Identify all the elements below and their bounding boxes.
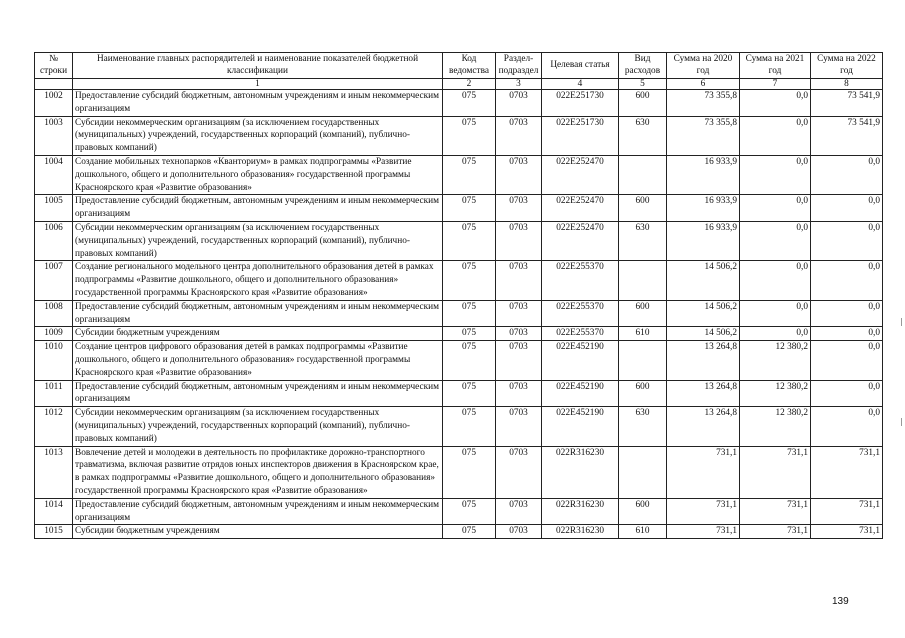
row-ved: 075 (443, 300, 496, 327)
table-row (35, 407, 883, 446)
row-sum-2022: 0,0 (811, 407, 883, 446)
row-name: Субсидии некоммерческим организациям (за исключением государственных (муниципальных) учреждений, государственных корпораций (компаний), публично-правовых компаний) (73, 407, 443, 446)
row-expense-type: 630 (619, 116, 667, 155)
table-row (35, 300, 883, 327)
row-sum-2022: 731,1 (811, 498, 883, 525)
row-razdel: 0703 (496, 300, 542, 327)
row-name: Субсидии бюджетным учреждениям (73, 525, 443, 539)
row-ved: 075 (443, 407, 496, 446)
row-sum-2022: 0,0 (811, 341, 883, 380)
row-sum-2022: 73 541,9 (811, 116, 883, 155)
header-row (35, 53, 883, 79)
column-number: 2 (443, 79, 496, 90)
row-sum-2020: 13 264,8 (667, 341, 740, 380)
row-ved: 075 (443, 341, 496, 380)
row-target-article: 022E252470 (542, 221, 619, 260)
row-ved: 075 (443, 155, 496, 194)
row-target-article: 022E252470 (542, 195, 619, 222)
row-name: Предоставление субсидий бюджетным, автономным учреждениям и иным некоммерческим организациям (73, 90, 443, 117)
table-row (35, 116, 883, 155)
row-sum-2021: 0,0 (740, 300, 811, 327)
row-number: 1010 (35, 341, 73, 380)
budget-table (34, 52, 883, 539)
row-expense-type: 600 (619, 300, 667, 327)
table-row (35, 341, 883, 380)
row-sum-2021: 731,1 (740, 446, 811, 498)
row-razdel: 0703 (496, 407, 542, 446)
row-target-article: 022E452190 (542, 380, 619, 407)
row-target-article: 022E255370 (542, 261, 619, 300)
row-target-article: 022E251730 (542, 90, 619, 117)
row-ved: 075 (443, 498, 496, 525)
row-name: Создание регионального модельного центра дополнительного образования детей в рамках подпрограммы «Развитие дошкольного, общего и дополнительного образования» государственной программы Красноярского края «Развитие образования» (73, 261, 443, 300)
row-sum-2020: 16 933,9 (667, 221, 740, 260)
row-ved: 075 (443, 90, 496, 117)
row-name: Субсидии некоммерческим организациям (за исключением государственных (муниципальных) учреждений, государственных корпораций (компаний), публично-правовых компаний) (73, 116, 443, 155)
row-sum-2022: 0,0 (811, 221, 883, 260)
row-sum-2022: 0,0 (811, 261, 883, 300)
row-name: Субсидии бюджетным учреждениям (73, 327, 443, 341)
row-sum-2022: 0,0 (811, 195, 883, 222)
row-sum-2020: 731,1 (667, 498, 740, 525)
row-target-article: 022E251730 (542, 116, 619, 155)
row-ved: 075 (443, 525, 496, 539)
row-ved: 075 (443, 446, 496, 498)
table-row (35, 498, 883, 525)
row-target-article: 022E255370 (542, 327, 619, 341)
row-ved: 075 (443, 116, 496, 155)
row-number: 1011 (35, 380, 73, 407)
row-sum-2022: 731,1 (811, 446, 883, 498)
header-expense-type: Вид расходов (619, 53, 667, 79)
row-expense-type: 630 (619, 221, 667, 260)
row-target-article: 022E255370 (542, 300, 619, 327)
row-razdel: 0703 (496, 446, 542, 498)
row-target-article: 022R316230 (542, 525, 619, 539)
row-sum-2022: 0,0 (811, 327, 883, 341)
row-number: 1012 (35, 407, 73, 446)
row-sum-2020: 73 355,8 (667, 116, 740, 155)
row-razdel: 0703 (496, 341, 542, 380)
page-number: 139 (832, 596, 849, 607)
header-sum-2020: Сумма на 2020 год (667, 53, 740, 79)
row-sum-2021: 12 380,2 (740, 380, 811, 407)
table-row (35, 221, 883, 260)
row-number: 1007 (35, 261, 73, 300)
row-razdel: 0703 (496, 195, 542, 222)
row-sum-2021: 0,0 (740, 155, 811, 194)
row-target-article: 022E452190 (542, 407, 619, 446)
row-ved: 075 (443, 195, 496, 222)
table-row (35, 195, 883, 222)
row-number: 1006 (35, 221, 73, 260)
row-sum-2022: 0,0 (811, 300, 883, 327)
row-ved: 075 (443, 327, 496, 341)
row-number: 1014 (35, 498, 73, 525)
row-sum-2021: 12 380,2 (740, 407, 811, 446)
row-razdel: 0703 (496, 155, 542, 194)
row-razdel: 0703 (496, 380, 542, 407)
column-number: 1 (73, 79, 443, 90)
row-razdel: 0703 (496, 525, 542, 539)
row-sum-2022: 73 541,9 (811, 90, 883, 117)
row-number: 1002 (35, 90, 73, 117)
row-name: Создание центров цифрового образования детей в рамках подпрограммы «Развитие дошкольного, общего и дополнительного образования» государственной программы Красноярского края «Развитие образования» (73, 341, 443, 380)
row-razdel: 0703 (496, 261, 542, 300)
row-sum-2020: 731,1 (667, 525, 740, 539)
row-razdel: 0703 (496, 498, 542, 525)
row-number: 1013 (35, 446, 73, 498)
row-sum-2020: 14 506,2 (667, 261, 740, 300)
row-sum-2021: 0,0 (740, 90, 811, 117)
row-expense-type: 600 (619, 498, 667, 525)
row-sum-2022: 0,0 (811, 155, 883, 194)
row-sum-2020: 16 933,9 (667, 195, 740, 222)
column-number: 7 (740, 79, 811, 90)
row-sum-2022: 731,1 (811, 525, 883, 539)
row-number: 1004 (35, 155, 73, 194)
row-target-article: 022R316230 (542, 446, 619, 498)
table-row (35, 525, 883, 539)
header-ved: Код ведомства (443, 53, 496, 79)
table-row (35, 327, 883, 341)
row-expense-type (619, 155, 667, 194)
row-razdel: 0703 (496, 90, 542, 117)
header-row-number: № строки (35, 53, 73, 79)
row-sum-2021: 0,0 (740, 261, 811, 300)
row-number: 1008 (35, 300, 73, 327)
row-number: 1009 (35, 327, 73, 341)
row-number: 1005 (35, 195, 73, 222)
row-ved: 075 (443, 261, 496, 300)
header-sum-2021: Сумма на 2021 год (740, 53, 811, 79)
row-target-article: 022E452190 (542, 341, 619, 380)
row-sum-2022: 0,0 (811, 380, 883, 407)
row-razdel: 0703 (496, 116, 542, 155)
row-sum-2021: 0,0 (740, 221, 811, 260)
row-sum-2020: 73 355,8 (667, 90, 740, 117)
row-sum-2021: 731,1 (740, 525, 811, 539)
table-body (35, 90, 883, 539)
row-razdel: 0703 (496, 327, 542, 341)
column-number: 4 (542, 79, 619, 90)
row-sum-2020: 14 506,2 (667, 300, 740, 327)
row-expense-type (619, 261, 667, 300)
column-number-row (35, 79, 883, 90)
row-sum-2021: 0,0 (740, 327, 811, 341)
row-sum-2021: 0,0 (740, 116, 811, 155)
row-name: Вовлечение детей и молодежи в деятельность по профилактике дорожно-транспортного травматизма, включая развитие отрядов юных инспекторов движения в Красноярском крае, в рамках подпрограммы «Развитие дошкольного, общего и дополнительного образования» государственной программы Красноярского края «Развитие образования» (73, 446, 443, 498)
column-number: 3 (496, 79, 542, 90)
column-number: 8 (811, 79, 883, 90)
column-number-empty (35, 79, 73, 90)
row-expense-type: 610 (619, 327, 667, 341)
header-name: Наименование главных распорядителей и наименование показателей бюджетной классификации (73, 53, 443, 79)
row-expense-type: 610 (619, 525, 667, 539)
row-name: Предоставление субсидий бюджетным, автономным учреждениям и иным некоммерческим организациям (73, 380, 443, 407)
row-number: 1003 (35, 116, 73, 155)
row-name: Предоставление субсидий бюджетным, автономным учреждениям и иным некоммерческим организациям (73, 498, 443, 525)
row-sum-2020: 13 264,8 (667, 407, 740, 446)
row-expense-type: 600 (619, 195, 667, 222)
header-sum-2022: Сумма на 2022 год (811, 53, 883, 79)
row-target-article: 022E252470 (542, 155, 619, 194)
row-number: 1015 (35, 525, 73, 539)
table-row (35, 446, 883, 498)
row-name: Предоставление субсидий бюджетным, автономным учреждениям и иным некоммерческим организациям (73, 300, 443, 327)
row-ved: 075 (443, 380, 496, 407)
row-sum-2021: 731,1 (740, 498, 811, 525)
row-sum-2020: 14 506,2 (667, 327, 740, 341)
table-row (35, 261, 883, 300)
row-target-article: 022R316230 (542, 498, 619, 525)
row-sum-2021: 12 380,2 (740, 341, 811, 380)
table-row (35, 90, 883, 117)
scan-margin-mark (901, 318, 902, 326)
row-sum-2021: 0,0 (740, 195, 811, 222)
row-expense-type: 600 (619, 90, 667, 117)
row-expense-type (619, 341, 667, 380)
table-row (35, 155, 883, 194)
scan-margin-mark (901, 418, 902, 426)
row-sum-2020: 16 933,9 (667, 155, 740, 194)
row-sum-2020: 731,1 (667, 446, 740, 498)
row-expense-type (619, 446, 667, 498)
row-name: Субсидии некоммерческим организациям (за исключением государственных (муниципальных) учреждений, государственных корпораций (компаний), публично-правовых компаний) (73, 221, 443, 260)
row-expense-type: 600 (619, 380, 667, 407)
row-name: Создание мобильных технопарков «Кванториум» в рамках подпрограммы «Развитие дошкольного, общего и дополнительного образования» государственной программы Красноярского края «Развитие образования» (73, 155, 443, 194)
row-sum-2020: 13 264,8 (667, 380, 740, 407)
row-name: Предоставление субсидий бюджетным, автономным учреждениям и иным некоммерческим организациям (73, 195, 443, 222)
column-number: 6 (667, 79, 740, 90)
row-expense-type: 630 (619, 407, 667, 446)
row-razdel: 0703 (496, 221, 542, 260)
column-number: 5 (619, 79, 667, 90)
header-razdel: Раздел-подраздел (496, 53, 542, 79)
header-target-article: Целевая статья (542, 53, 619, 79)
row-ved: 075 (443, 221, 496, 260)
table-row (35, 380, 883, 407)
